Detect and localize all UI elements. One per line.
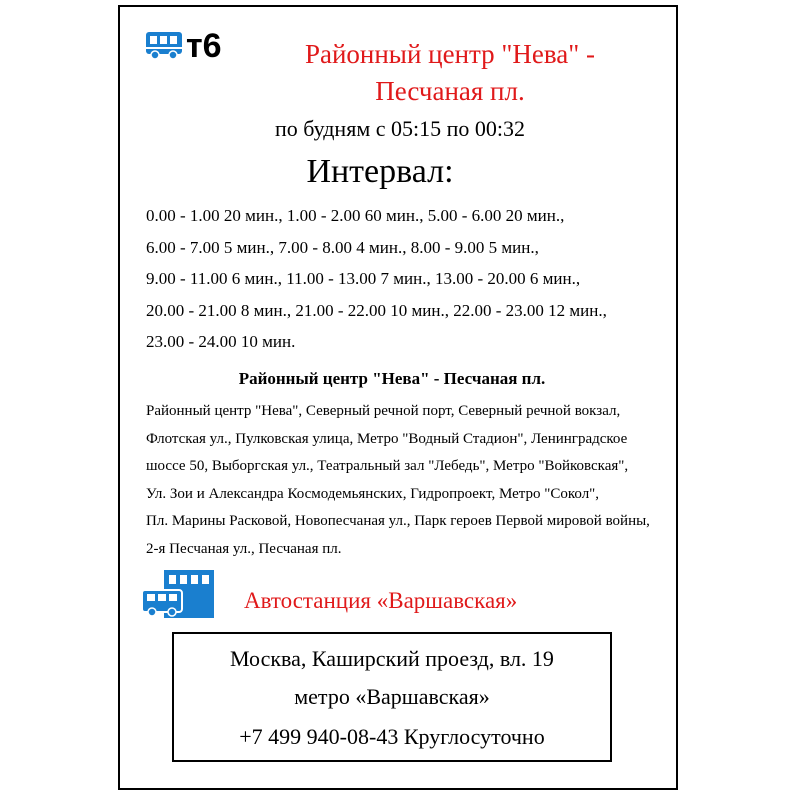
- contact-metro: метро «Варшавская»: [294, 684, 490, 709]
- interval-line: 20.00 - 21.00 8 мин., 21.00 - 22.00 10 мин., 22.00 - 23.00 12 мин.,: [146, 300, 607, 320]
- stops-list: [146, 398, 666, 563]
- route-title-line-2: Песчаная пл.: [375, 76, 525, 106]
- contact-address: Москва, Каширский проезд, вл. 19: [230, 646, 554, 671]
- interval-heading: Интервал:: [306, 153, 454, 190]
- stops-line: Флотская ул., Пулковская улица, Метро "Водный Стадион", Ленинградское: [146, 430, 628, 447]
- stops-line: Ул. Зои и Александра Космодемьянских, Гидропроект, Метро "Сокол",: [146, 485, 600, 502]
- route-title-line-1: Районный центр "Нева" -: [304, 39, 596, 69]
- stops-line: 2-я Песчаная ул., Песчаная пл.: [146, 540, 342, 557]
- interval-line: 6.00 - 7.00 5 мин., 7.00 - 8.00 4 мин., 8.00 - 9.00 5 мин.,: [146, 237, 539, 257]
- stops-line: Районный центр "Нева", Северный речной порт, Северный речной вокзал,: [146, 403, 621, 419]
- operating-hours: по будням с 05:15 по 00:32: [274, 116, 525, 141]
- station-name: Автостанция «Варшавская»: [244, 588, 518, 613]
- bus-station-icon: [142, 570, 214, 618]
- contact-phone: +7 499 940-08-43 Круглосуточно: [239, 724, 545, 749]
- stops-heading: Районный центр "Нева" - Песчаная пл.: [238, 369, 546, 388]
- route-title: [260, 36, 640, 110]
- interval-line: 0.00 - 1.00 20 мин., 1.00 - 2.00 60 мин., 5.00 - 6.00 20 мин.,: [146, 206, 565, 225]
- interval-line: 9.00 - 11.00 6 мин., 11.00 - 13.00 7 мин., 13.00 - 20.00 6 мин.,: [146, 269, 581, 288]
- interval-list: [146, 200, 666, 358]
- stops-line: Пл. Марины Расковой, Новопесчаная ул., Парк героев Первой мировой войны,: [146, 513, 650, 529]
- stops-line: шоссе 50, Выборгская ул., Театральный зал "Лебедь", Метро "Войковская",: [146, 458, 629, 474]
- route-number: т6: [186, 27, 222, 65]
- bus-icon: [146, 30, 182, 60]
- interval-line: 23.00 - 24.00 10 мин.: [146, 332, 296, 351]
